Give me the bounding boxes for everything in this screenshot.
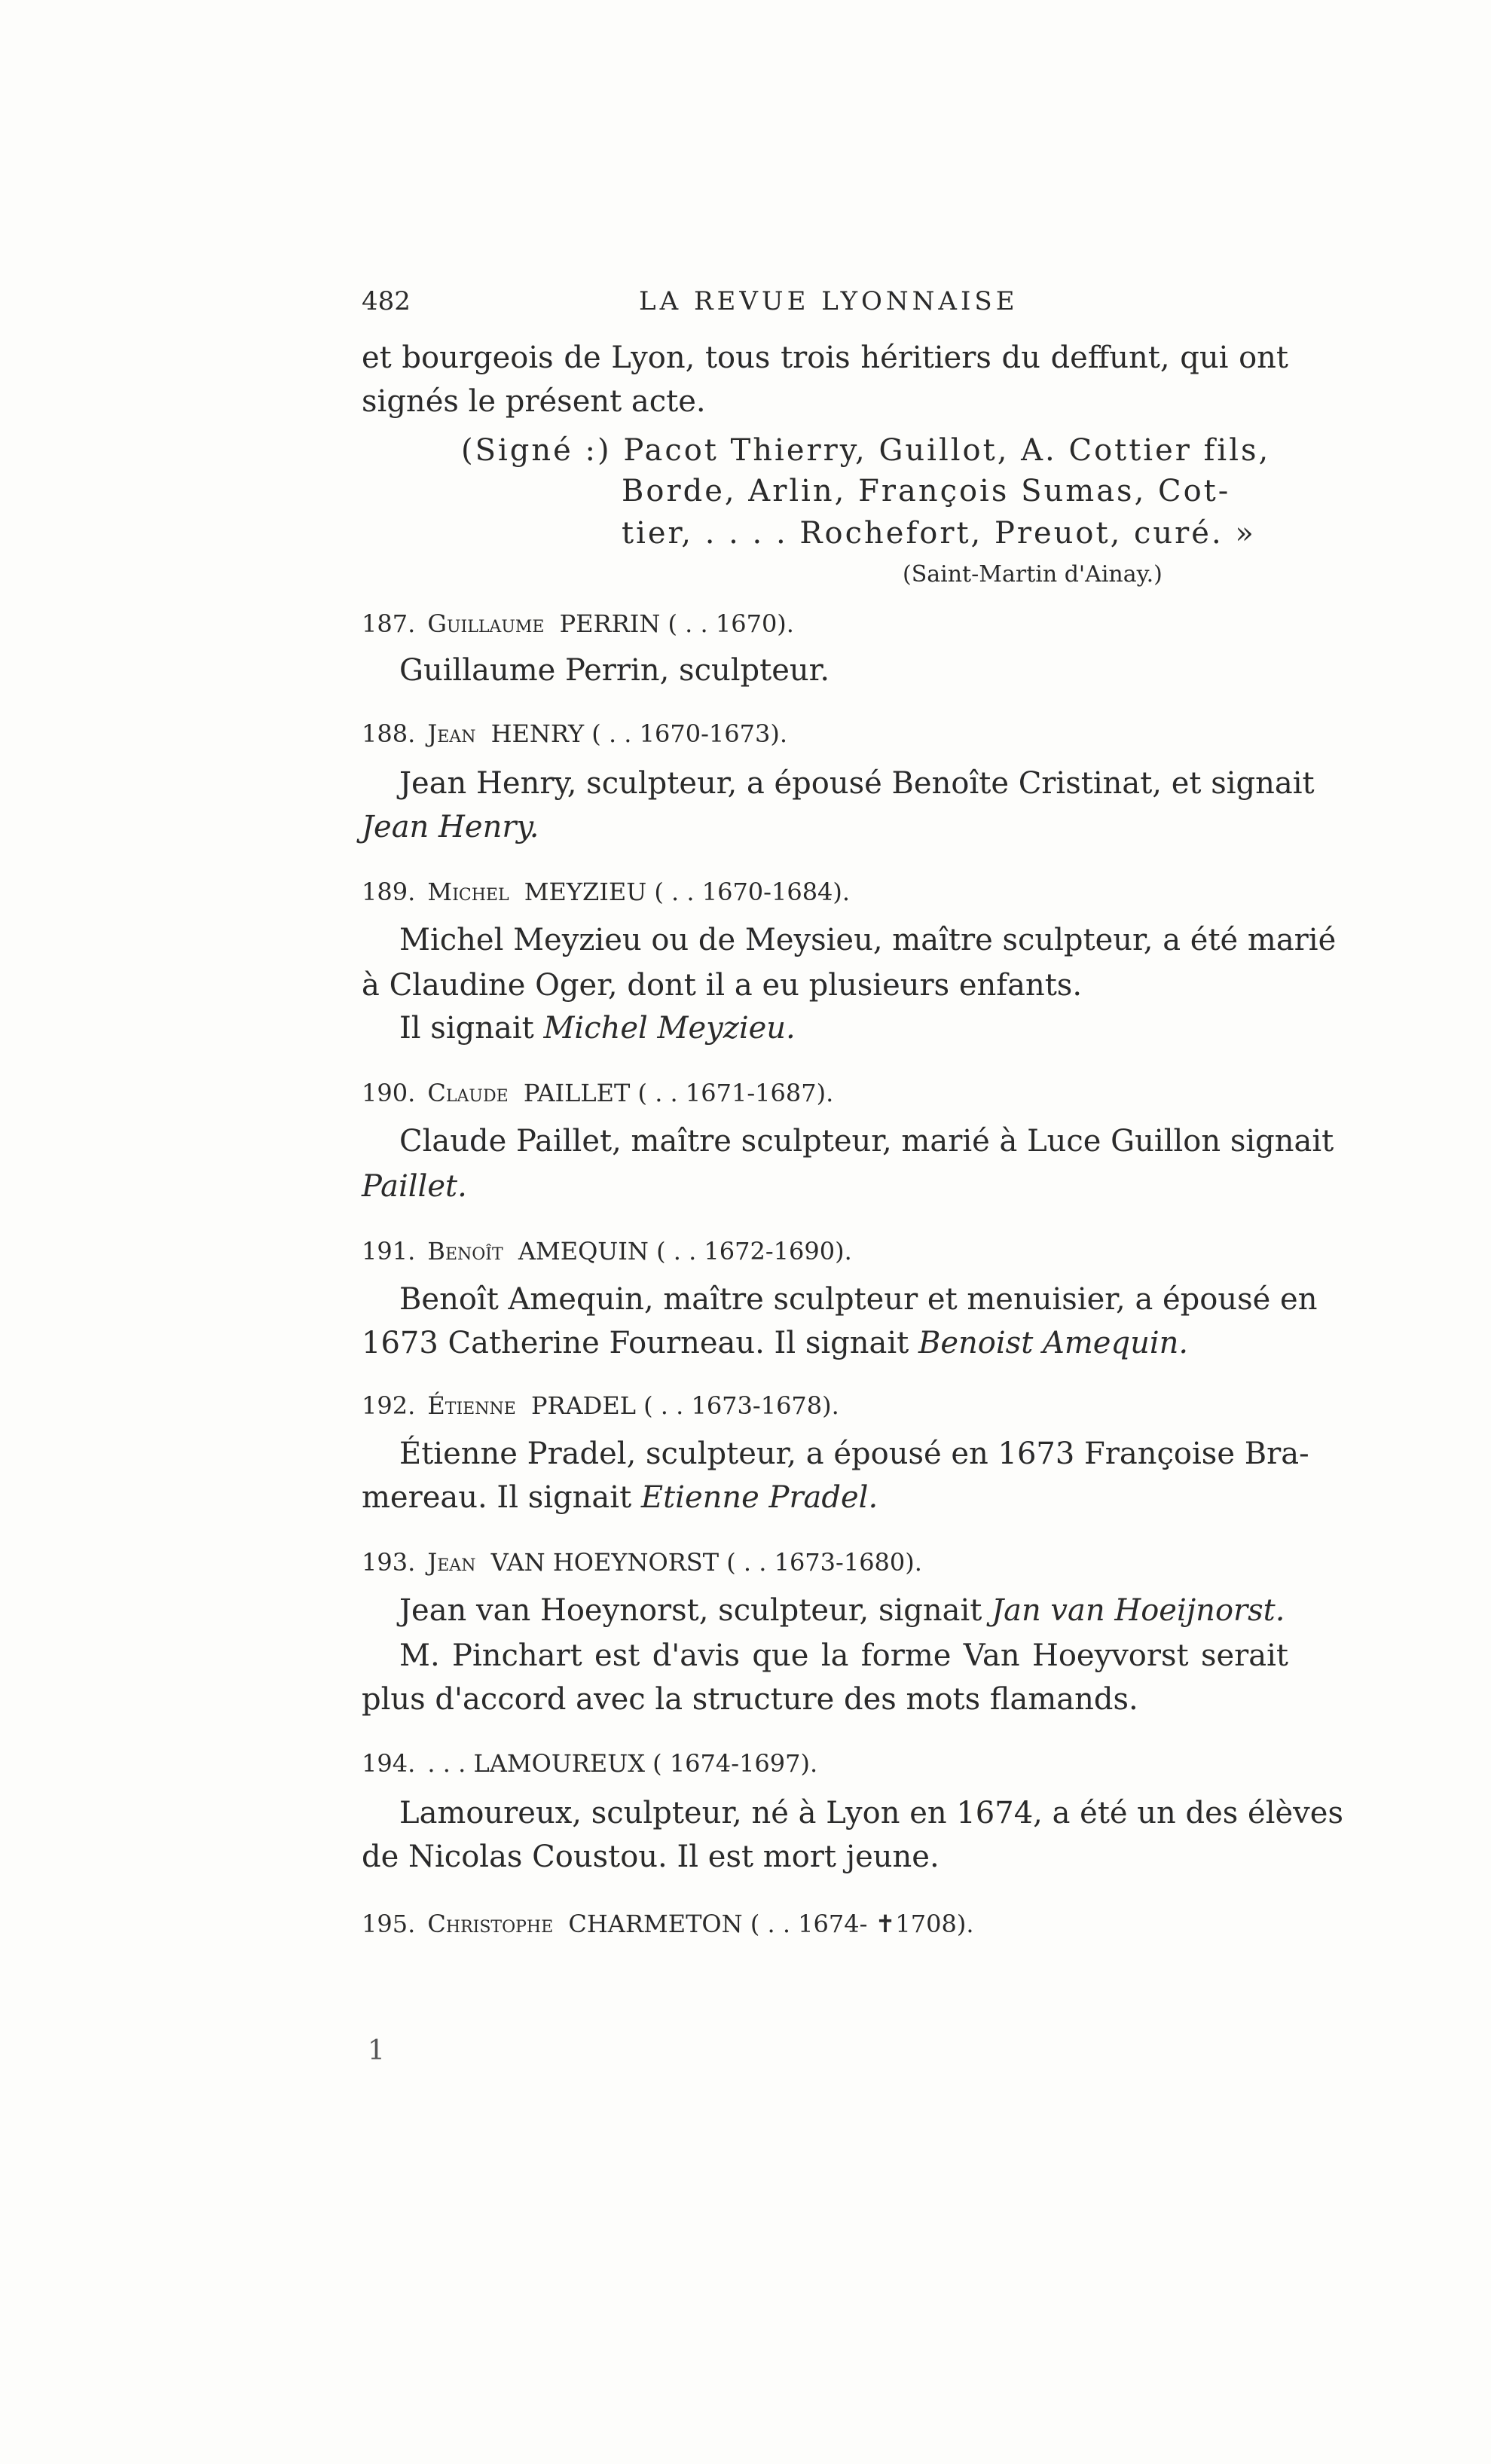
page-number: 482 [362,286,411,316]
signatories-line-2: Borde, Arlin, François Sumas, Cot- [622,474,1231,508]
entry-heading-190 [362,1081,833,1105]
entry-first-name: Jean [427,1548,476,1577]
entry-189-text-1: Michel Meyzieu ou de Meysieu, maître sculpteur, a été marié [399,923,1337,957]
signature-text: Paillet. [362,1169,467,1204]
entry-heading-195 [362,1912,974,1936]
entry-dates: ( . . 1673-1678). [643,1391,839,1420]
entry-surname: PAILLET [523,1079,631,1107]
entry-192-text-1: Étienne Pradel, sculpteur, a épousé en 1673 Françoise Bra- [399,1437,1309,1471]
entry-heading-187 [362,609,794,638]
entry-heading-193 [362,1548,922,1577]
entry-190-text-1: Claude Paillet, maître sculpteur, marié à Luce Guillon signait [399,1124,1334,1159]
entry-first-name: Étienne [427,1391,516,1420]
entry-first-name: Guillaume [427,609,545,638]
signatories-line-1 [461,435,1270,466]
entry-first-name: Christophe [427,1910,554,1938]
entry-193-text-2: M. Pinchart est d'avis que la forme Van Hoeyvorst serait [399,1638,1288,1673]
entry-surname: PRADEL [530,1391,636,1420]
entry-heading-189 [362,880,850,904]
entry-number: 190. [362,1079,416,1107]
entry-194-text-1: Lamoureux, sculpteur, né à Lyon en 1674, a été un des élèves [399,1796,1343,1830]
entry-dates: ( . . 1670). [668,609,794,638]
entry-number: 193. [362,1548,416,1577]
signatories-line-3: tier, . . . . Rochefort, Preuot, curé. » [622,516,1256,551]
entry-dates: ( . . 1670-1673). [591,719,787,748]
entry-first-name: Jean [427,719,476,748]
entry-192-text-2 [362,1482,878,1513]
entry-193-text-3: plus d'accord avec la structure des mots flamands. [362,1682,1138,1717]
entry-surname: AMEQUIN [518,1237,649,1266]
entry-dates: ( . . 1673-1680). [726,1548,922,1577]
signature-text: Etienne Pradel. [640,1480,878,1515]
entry-188-text-1: Jean Henry, sculpteur, a épousé Benoîte Cristinat, et signait [399,766,1315,801]
entry-surname: MEYZIEU [524,878,647,906]
entry-dates: ( . . 1672-1690). [656,1237,852,1266]
stray-mark: 1 [368,2035,385,2066]
entry-heading-191 [362,1237,852,1266]
signature-lead: Il signait [399,1011,534,1046]
entry-heading-194 [362,1749,818,1778]
intro-line-1: et bourgeois de Lyon, tous trois héritiers du deffunt, qui ont [362,340,1288,375]
signed-label: (Signé :) [461,433,612,468]
entry-heading-188 [362,719,787,748]
entry-surname: LAMOUREUX [473,1749,645,1778]
signature-text: Benoist Amequin. [918,1326,1189,1360]
entry-number: 189. [362,878,416,906]
entry-193-text-1 [399,1595,1285,1626]
entry-surname: VAN HOEYNORST [490,1548,720,1577]
signature-lead: 1673 Catherine Fourneau. Il signait [362,1326,909,1360]
entry-first-name: Benoît [427,1237,503,1266]
entry-number: 187. [362,609,416,638]
entry-surname: PERRIN [559,609,661,638]
signatories-names-1: Pacot Thierry, Guillot, A. Cottier fils, [623,433,1271,468]
entry-number: 191. [362,1237,416,1266]
entry-dates: ( . . 1670-1684). [654,878,851,906]
entry-number: 195. [362,1910,416,1938]
entry-surname: CHARMETON [568,1910,743,1938]
entry-first-name: . . . [427,1749,466,1778]
entry-number: 188. [362,719,416,748]
entry-heading-192 [362,1391,839,1420]
signature-text: Jan van Hoeijnorst. [991,1593,1285,1628]
running-title: LA REVUE LYONNAISE [639,286,1019,316]
entry-dates: ( . . 1674- ✝1708). [750,1910,974,1938]
entry-dates: ( . . 1671-1687). [637,1079,834,1107]
signature-text: Jean Henry. [362,810,539,844]
entry-191-text-2 [362,1328,1188,1358]
intro-line-2: signés le présent acte. [362,384,706,419]
entry-187-text: Guillaume Perrin, sculpteur. [399,653,830,688]
entry-191-text-1: Benoît Amequin, maître sculpteur et menuisier, a épousé en [399,1282,1318,1317]
entry-189-text-3 [399,1011,796,1046]
signature-lead: mereau. Il signait [362,1480,632,1515]
signature-text: Michel Meyzieu. [543,1011,796,1046]
entry-number: 192. [362,1391,416,1420]
entry-194-text-2: de Nicolas Coustou. Il est mort jeune. [362,1840,940,1874]
entry-surname: HENRY [490,719,585,748]
entry-188-signature [362,812,539,842]
entry-189-text-2: à Claudine Oger, dont il a eu plusieurs enfants. [362,968,1083,1003]
entry-number: 194. [362,1749,416,1778]
entry-dates: ( 1674-1697). [652,1749,818,1778]
entry-190-signature [362,1169,467,1204]
source-citation: (Saint-Martin d'Ainay.) [903,561,1163,588]
entry-first-name: Claude [427,1079,509,1107]
entry-first-name: Michel [427,878,509,906]
signature-lead: Jean van Hoeynorst, sculpteur, signait [399,1593,982,1628]
